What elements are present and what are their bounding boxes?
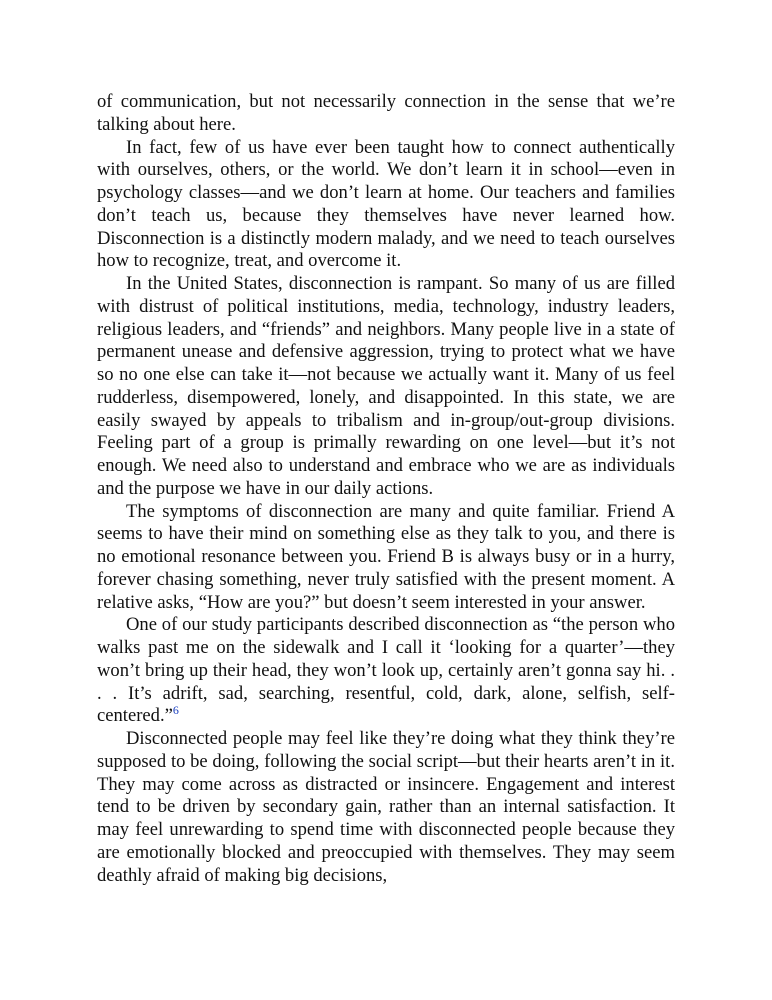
paragraph-study-participant — [97, 614, 675, 728]
footnote-reference-link[interactable]: 6 — [172, 703, 179, 718]
paragraph-united-states: In the United States, disconnection is rampant. So many of us are filled with distrust of political institutions, media, technology, industry leaders, religious leaders, and “friends” and neighbors. Many people live in a state of permanent unease and defensive aggression, trying to protect what we have so no one else can take it—not because we actually want it. Many of us feel rudderless, disempowered, lonely, and disappointed. In this state, we are easily swayed by appeals to tribalism and in-group/out-group divisions. Feeling part of a group is primally rewarding on one level—but it’s not enough. We need also to understand and embrace who we are as individuals and the purpose we have in our daily actions. — [97, 273, 675, 499]
quote-text: One of our study participants described disconnection as “the person who walks past me on the sidewalk and I call it ‘looking for a quarter’—they won’t bring up their head, they won’t look up, certainly aren’t gonna say hi. . . . It’s adrift, sad, searching, resentful, cold, dark, alone, selfish, self-centered.” — [97, 614, 675, 727]
paragraph-symptoms: The symptoms of disconnection are many and quite familiar. Friend A seems to have their mind on something else as they talk to you, and there is no emotional resonance between you. Friend B is always busy or in a hurry, forever chasing something, never truly satisfied with the present moment. A relative asks, “How are you?” but doesn’t seem interested in your answer. — [97, 500, 675, 613]
paragraph-continuation: of communication, but not necessarily connection in the sense that we’re talking about here. — [97, 91, 675, 135]
paragraph-authentic-connection: In fact, few of us have ever been taught how to connect authentically with ourselves, others, or the world. We don’t learn it in school—even in psychology classes—and we don’t learn at home. Our teachers and families don’t teach us, because they themselves have never learned how. Disconnection is a distinctly modern malady, and we need to teach ourselves how to recognize, treat, and overcome it. — [97, 136, 675, 272]
page-body — [97, 91, 675, 887]
paragraph-disconnected-people: Disconnected people may feel like they’re doing what they think they’re supposed to be doing, following the social script—but their hearts aren’t in it. They may come across as distracted or insincere. Engagement and interest tend to be driven by secondary gain, rather than an internal satisfaction. It may feel unrewarding to spend time with disconnected people because they are emotionally blocked and preoccupied with themselves. They may seem deathly afraid of making big decisions, — [97, 728, 675, 886]
